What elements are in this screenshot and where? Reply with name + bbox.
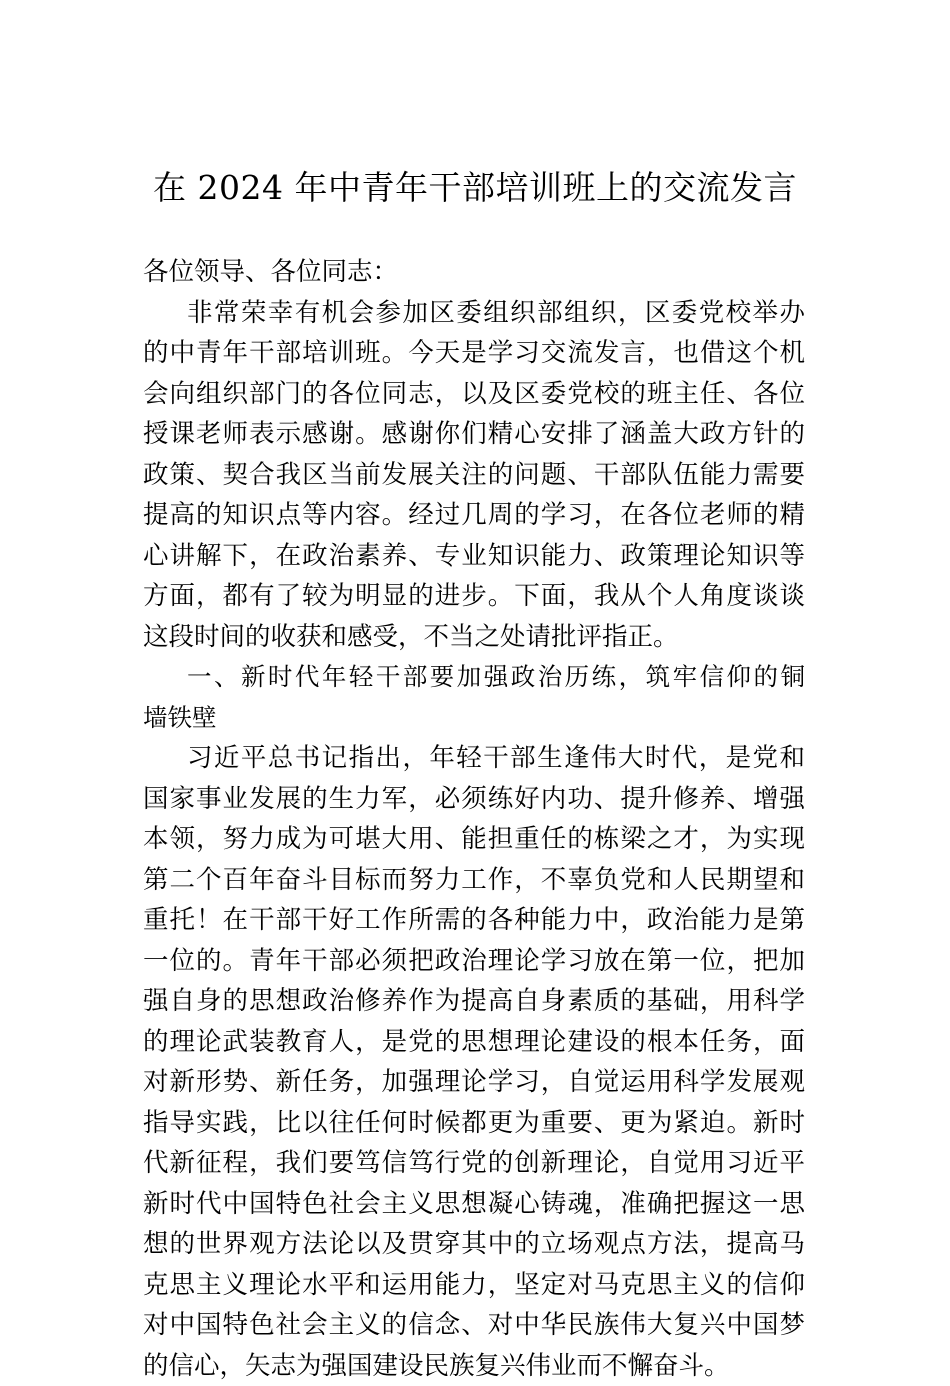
paragraph-line: 强自身的思想政治修养作为提高自身素质的基础，用科学: [143, 981, 805, 1022]
paragraph-line: 指导实践，比以往任何时候都更为重要、更为紧迫。新时: [143, 1103, 805, 1144]
paragraph-line: 这段时间的收获和感受，不当之处请批评指正。: [143, 617, 805, 658]
paragraph-line: 重托！在干部干好工作所需的各种能力中，政治能力是第: [143, 900, 805, 941]
paragraph-line: 对新形势、新任务，加强理论学习，自觉运用科学发展观: [143, 1062, 805, 1103]
section-heading-line: 一、新时代年轻干部要加强政治历练，筑牢信仰的铜: [143, 657, 805, 698]
paragraph-line: 第二个百年奋斗目标而努力工作，不辜负党和人民期望和: [143, 860, 805, 901]
paragraph-line: 习近平总书记指出，年轻干部生逢伟大时代，是党和: [143, 738, 805, 779]
section-heading-line: 墙铁壁: [143, 698, 805, 739]
paragraph-line: 的理论武装教育人，是党的思想理论建设的根本任务，面: [143, 1022, 805, 1063]
paragraph-line: 会向组织部门的各位同志，以及区委党校的班主任、各位: [143, 374, 805, 415]
document-body: [143, 252, 805, 1386]
paragraph-line: 克思主义理论水平和运用能力，坚定对马克思主义的信仰: [143, 1265, 805, 1306]
paragraph-line: 对中国特色社会主义的信念、对中华民族伟大复兴中国梦: [143, 1305, 805, 1346]
paragraph-line: 本领，努力成为可堪大用、能担重任的栋梁之才，为实现: [143, 819, 805, 860]
document-title: 在 2024 年中青年干部培训班上的交流发言: [0, 162, 950, 214]
paragraph-line: 的中青年干部培训班。今天是学习交流发言，也借这个机: [143, 333, 805, 374]
paragraph-line: 的信心，矢志为强国建设民族复兴伟业而不懈奋斗。: [143, 1346, 805, 1386]
paragraph-line: 政策、契合我区当前发展关注的问题、干部队伍能力需要: [143, 455, 805, 496]
paragraph-line: 非常荣幸有机会参加区委组织部组织，区委党校举办: [143, 293, 805, 334]
paragraph-line: 新时代中国特色社会主义思想凝心铸魂，准确把握这一思: [143, 1184, 805, 1225]
paragraph-line: 授课老师表示感谢。感谢你们精心安排了涵盖大政方针的: [143, 414, 805, 455]
paragraph-line: 方面，都有了较为明显的进步。下面，我从个人角度谈谈: [143, 576, 805, 617]
paragraph-line: 想的世界观方法论以及贯穿其中的立场观点方法，提高马: [143, 1224, 805, 1265]
paragraph-line: 心讲解下，在政治素养、专业知识能力、政策理论知识等: [143, 536, 805, 577]
salutation-line: 各位领导、各位同志：: [143, 252, 805, 293]
paragraph-line: 提高的知识点等内容。经过几周的学习，在各位老师的精: [143, 495, 805, 536]
paragraph-line: 代新征程，我们要笃信笃行党的创新理论，自觉用习近平: [143, 1143, 805, 1184]
paragraph-line: 一位的。青年干部必须把政治理论学习放在第一位，把加: [143, 941, 805, 982]
paragraph-line: 国家事业发展的生力军，必须练好内功、提升修养、增强: [143, 779, 805, 820]
